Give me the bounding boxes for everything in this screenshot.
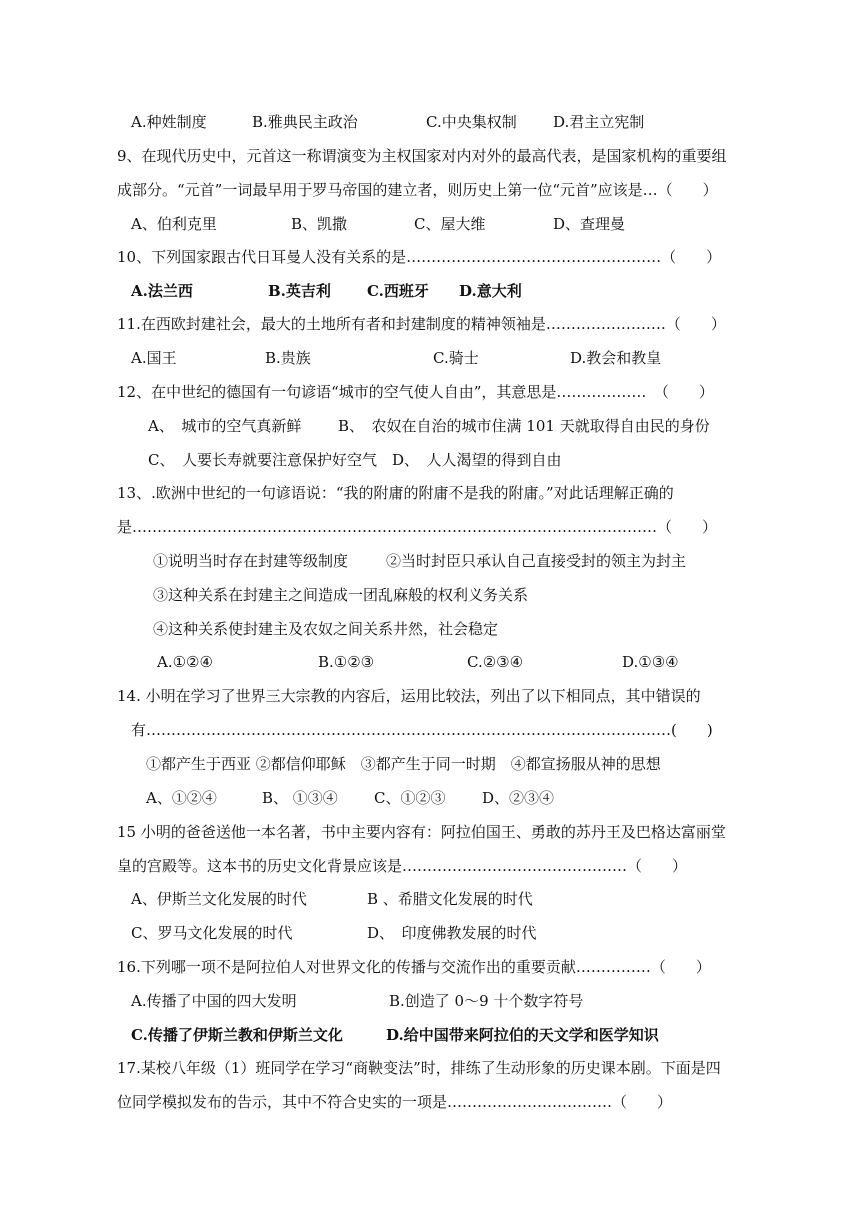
q13-item-3: ③这种关系在封建主之间造成一团乱麻般的权利义务关系 [153, 586, 529, 604]
q12-option-c: C、 人要长寿就要注意保护好空气 [148, 451, 377, 469]
q9-option-d: D、查理曼 [553, 215, 626, 233]
q13-option-b: B.①②③ [318, 653, 375, 671]
q11-option-a: A.国王 [131, 349, 177, 367]
q10-option-c: C.西班牙 [367, 282, 429, 300]
q13-stem-line1: 13、.欧洲中世纪的一句谚语说：“我的附庸的附庸不是我的附庸。”对此话理解正确的 [117, 484, 674, 502]
q16-option-a: A.传播了中国的四大发明 [131, 992, 297, 1010]
q10-option-a: A.法兰西 [131, 282, 193, 300]
q15-option-a: A、伊斯兰文化发展的时代 [131, 890, 307, 908]
q13-item-4: ④这种关系使封建主及农奴之间关系井然，社会稳定 [153, 620, 499, 638]
q15-option-b: B 、希腊文化发展的时代 [367, 890, 533, 908]
q11-stem: 11.在西欧封建社会，最大的土地所有者和封建制度的精神领袖是……………………（ ） [117, 315, 726, 333]
q9-option-b: B、凯撒 [291, 215, 348, 233]
q16-option-b: B.创造了 0～9 十个数字符号 [389, 992, 584, 1010]
q9-stem-line2: 成部分。“元首”一词最早用于罗马帝国的建立者，则历史上第一位“元首”应该是…（ ） [117, 181, 718, 199]
q16-stem: 16.下列哪一项不是阿拉伯人对世界文化的传播与交流作出的重要贡献……………（ ） [117, 958, 711, 976]
q15-option-d: D、 印度佛教发展的时代 [367, 924, 537, 942]
q11-option-c: C.骑士 [433, 349, 479, 367]
q13-item-2: ②当时封臣只承认自己直接受封的领主为封主 [386, 552, 687, 570]
q8-option-b: B.雅典民主政治 [252, 113, 358, 131]
q10-option-d: D.意大利 [459, 282, 522, 300]
q14-option-c: C、①②③ [374, 789, 446, 807]
q14-stem-line1: 14. 小明在学习了世界三大宗教的内容后，运用比较法，列出了以下相同点，其中错误的 [117, 687, 701, 705]
q17-stem-line2: 位同学模拟发布的告示，其中不符合史实的一项是……………………………（ ） [117, 1093, 673, 1111]
q14-option-b: B、 ①③④ [262, 789, 338, 807]
q8-option-c: C.中央集权制 [426, 113, 517, 131]
q16-option-d: D.给中国带来阿拉伯的天文学和医学知识 [386, 1026, 659, 1044]
q17-stem-line1: 17.某校八年级（1）班同学在学习“商鞅变法”时，排练了生动形象的历史课本剧。下面是四 [117, 1059, 721, 1077]
q12-stem: 12、在中世纪的德国有一句谚语“城市的空气使人自由”，其意思是……………… （ ） [117, 383, 714, 401]
q11-option-d: D.教会和教皇 [570, 349, 662, 367]
q12-option-b: B、 农奴在自治的城市住满 101 天就取得自由民的身份 [338, 417, 710, 435]
q12-option-a: A、 城市的空气真新鲜 [148, 417, 302, 435]
q16-option-c: C.传播了伊斯兰教和伊斯兰文化 [131, 1026, 343, 1044]
q9-option-c: C、屋大维 [414, 215, 486, 233]
q13-option-d: D.①③④ [622, 653, 679, 671]
q15-option-c: C、罗马文化发展的时代 [131, 924, 293, 942]
q11-option-b: B.贵族 [265, 349, 311, 367]
q12-option-d: D、 人人渴望的得到自由 [392, 451, 562, 469]
q8-option-d: D.君主立宪制 [553, 113, 645, 131]
q10-stem: 10、下列国家跟古代日耳曼人没有关系的是……………………………………………（ ） [117, 248, 722, 266]
q9-stem-line1: 9、在现代历史中，元首这一称谓演变为主权国家对内对外的最高代表，是国家机构的重要组 [117, 147, 727, 165]
q10-option-b: B.英吉利 [268, 282, 331, 300]
q14-stem-line2: 有……………………………………………………………………………………………( ) [131, 721, 713, 739]
q14-option-a: A、①②④ [146, 789, 217, 807]
q13-option-a: A.①②④ [157, 653, 213, 671]
q15-stem-line2: 皇的宫殿等。这本书的历史文化背景应该是………………………………………（ ） [117, 857, 688, 875]
q13-option-c: C.②③④ [467, 653, 524, 671]
q14-items: ①都产生于西亚 ②都信仰耶稣 ③都产生于同一时期 ④都宣扬服从神的思想 [146, 755, 661, 773]
q15-stem-line1: 15 小明的爸爸送他一本名著，书中主要内容有：阿拉伯国王、勇敢的苏丹王及巴格达富丽堂 [117, 823, 726, 841]
q8-option-a: A.种姓制度 [131, 113, 207, 131]
q14-option-d: D、②③④ [482, 789, 555, 807]
q9-option-a: A、伯利克里 [131, 215, 217, 233]
q13-stem-line2: 是……………………………………………………………………………………………（ ） [117, 518, 718, 536]
q13-item-1: ①说明当时存在封建等级制度 [153, 552, 349, 570]
